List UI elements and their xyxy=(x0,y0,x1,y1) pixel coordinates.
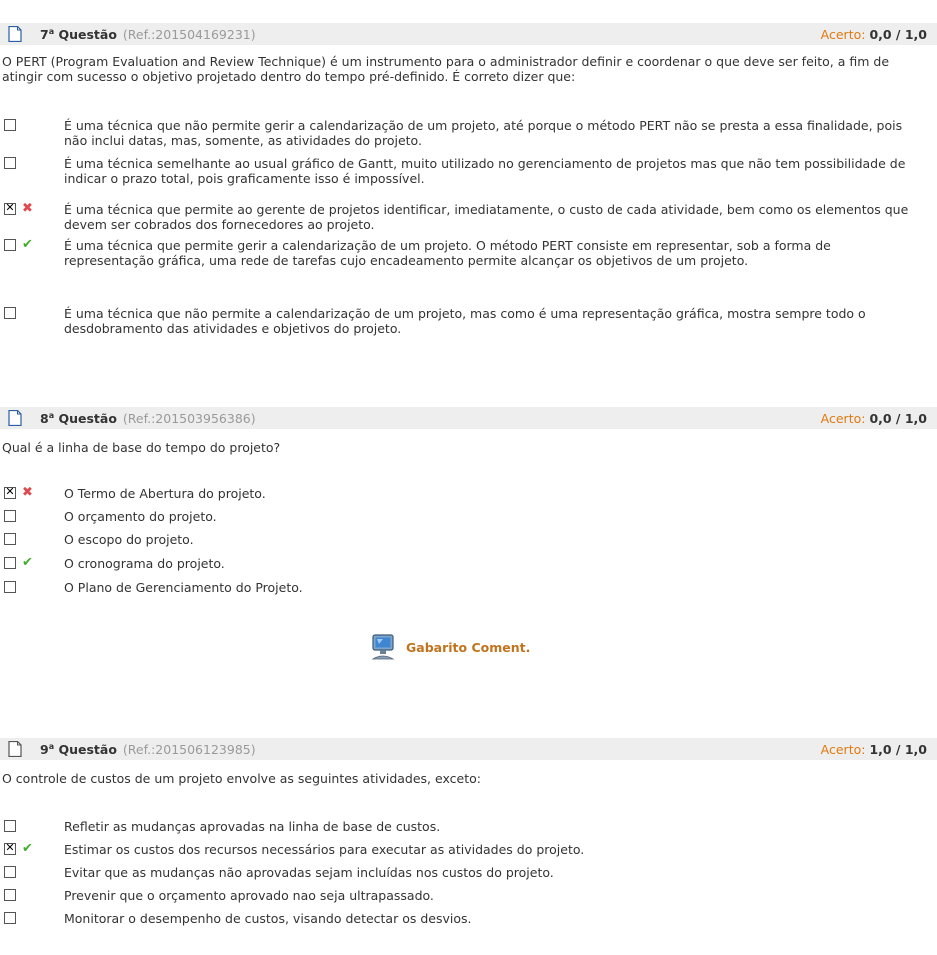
question-8-header xyxy=(0,407,937,429)
option-text: É uma técnica que permite ao gerente de projetos identificar, imediatamente, o custo de cada atividade, bem como os elementos que devem ser cobrados dos fornecedores ao projeto. xyxy=(64,202,909,232)
question-ref: (Ref.:201503956386) xyxy=(122,411,256,427)
checkbox[interactable] xyxy=(4,157,16,169)
option-text: Refletir as mudanças aprovadas na linha de base de custos. xyxy=(64,819,441,834)
option-text: É uma técnica que não permite gerir a calendarização de um projeto, até porque o método PERT não se presta a essa finalidade, pois não inclui datas, mas, somente, as atividades do projeto. xyxy=(64,118,903,148)
checkbox[interactable] xyxy=(4,889,16,901)
green-check-icon: ✔ xyxy=(22,841,33,856)
question-text: O controle de custos de um projeto envolve as seguintes atividades, exceto: xyxy=(2,771,481,786)
option-text: Evitar que as mudanças não aprovadas sejam incluídas nos custos do projeto. xyxy=(64,865,554,880)
checkbox[interactable] xyxy=(4,510,16,522)
checkbox[interactable] xyxy=(4,866,16,878)
option-text: Prevenir que o orçamento aprovado nao seja ultrapassado. xyxy=(64,888,434,903)
option-text: O Plano de Gerenciamento do Projeto. xyxy=(64,580,303,595)
option-text: O escopo do projeto. xyxy=(64,532,194,547)
checkbox[interactable] xyxy=(4,307,16,319)
option-text: Monitorar o desempenho de custos, visando detectar os desvios. xyxy=(64,911,472,926)
option-text: Estimar os custos dos recursos necessários para executar as atividades do projeto. xyxy=(64,842,585,857)
checkbox[interactable] xyxy=(4,820,16,832)
gabarito-comment-link[interactable] xyxy=(370,633,530,661)
option-text: É uma técnica que não permite a calendarização de um projeto, mas como é uma representação gráfica, mostra sempre todo o desdobramento das atividades e objetivos do projeto. xyxy=(64,306,866,336)
checkbox-checked[interactable] xyxy=(4,487,16,499)
option-text: O cronograma do projeto. xyxy=(64,556,225,571)
option-text: O Termo de Abertura do projeto. xyxy=(64,486,266,501)
score: Acerto: 0,0 / 1,0 xyxy=(820,27,927,42)
question-title: 9$^a$ Questão (Ref.:201506123985) xyxy=(40,742,256,758)
checkbox[interactable] xyxy=(4,581,16,593)
question-title: 8$^a$ Questão (Ref.:201503956386) xyxy=(40,411,256,427)
question-text: Qual é a linha de base do tempo do projeto? xyxy=(2,440,281,455)
checkbox[interactable] xyxy=(4,557,16,569)
checkbox[interactable] xyxy=(4,239,16,251)
document-icon xyxy=(8,741,22,757)
document-icon xyxy=(8,410,22,426)
option-text: É uma técnica semelhante ao usual gráfico de Gantt, muito utilizado no gerenciamento de projetos mas que não tem possibilidade de indicar o prazo total, pois graficamente isso é impossível. xyxy=(64,156,906,186)
score: Acerto: 0,0 / 1,0 xyxy=(820,411,927,426)
checkbox-checked[interactable] xyxy=(4,203,16,215)
option-text: O orçamento do projeto. xyxy=(64,509,217,524)
red-x-icon: ✖ xyxy=(22,201,33,216)
option-text: É uma técnica que permite gerir a calendarização de um projeto. O método PERT consiste em representar, sob a forma de representação gráfica, uma rede de tarefas cujo encadeamento permite alcançar os objetivos de um projeto. xyxy=(64,238,831,268)
score: Acerto: 1,0 / 1,0 xyxy=(820,742,927,757)
document-icon xyxy=(8,26,22,42)
checkbox-checked[interactable] xyxy=(4,843,16,855)
checkbox[interactable] xyxy=(4,912,16,924)
question-7-header xyxy=(0,23,937,45)
green-check-icon: ✔ xyxy=(22,555,33,570)
question-ref: (Ref.:201504169231) xyxy=(122,27,256,43)
question-9-header xyxy=(0,738,937,760)
checkbox[interactable] xyxy=(4,119,16,131)
question-text: O PERT (Program Evaluation and Review Technique) é um instrumento para o administrador definir e coordenar o que deve ser feito, a fim de atingir com sucesso o objetivo projetado dentro do tempo pré-definido. É correto dizer que: xyxy=(2,54,890,84)
red-x-icon: ✖ xyxy=(22,485,33,500)
checkbox[interactable] xyxy=(4,533,16,545)
question-title: 7$^a$ Questão (Ref.:201504169231) xyxy=(40,27,256,43)
gabarito-label[interactable]: Gabarito Coment. xyxy=(406,639,531,655)
question-ref: (Ref.:201506123985) xyxy=(122,742,256,758)
green-check-icon: ✔ xyxy=(22,237,33,252)
monitor-icon xyxy=(370,633,396,661)
